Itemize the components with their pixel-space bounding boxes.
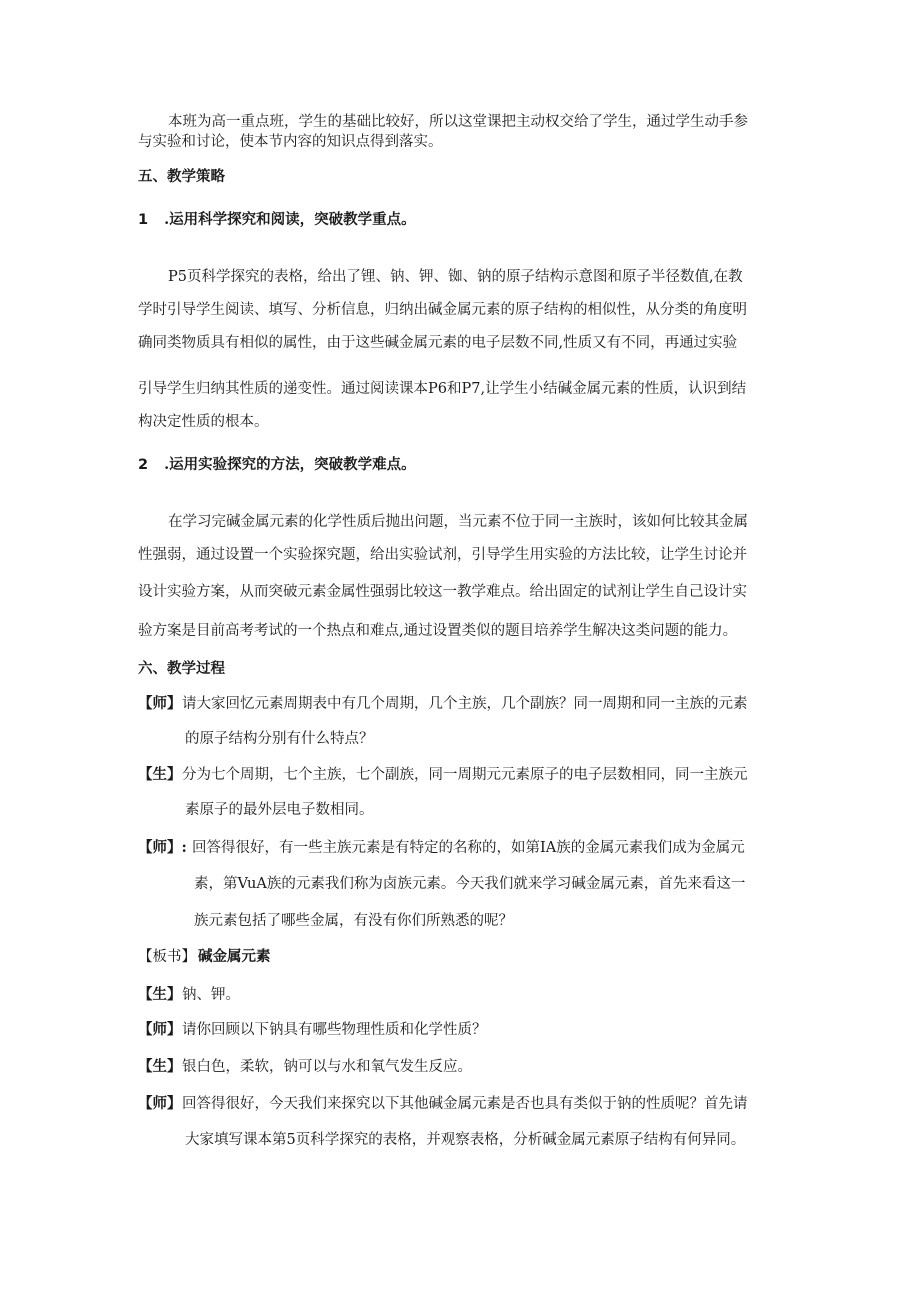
item-1-number: 1 xyxy=(138,212,149,228)
dialogue-line: 请大家回忆元素周期表中有几个周期，几个主族，几个副族？同一周期和同一主族的元素 xyxy=(182,696,748,712)
speaker-teacher: 【师】 xyxy=(138,695,182,712)
dialogue-line: 银白色，柔软，钠可以与水和氧气发生反应。 xyxy=(182,1059,472,1075)
board-title: 碱金属元素 xyxy=(198,948,271,965)
item-1-para-line-5: 构决定性质的根本。 xyxy=(138,414,269,430)
section-6-heading: 六、教学过程 xyxy=(138,660,225,677)
item-2-heading xyxy=(138,455,416,475)
speaker-board: 【板书】 xyxy=(138,949,196,965)
speaker-teacher: 【师】: xyxy=(138,839,187,856)
dialogue-line: 族元素包括了哪些金属，有没有你们所熟悉的呢？ xyxy=(194,913,513,929)
item-2-title: .运用实验探究的方法，突破教学难点。 xyxy=(164,456,416,473)
speaker-student: 【生】 xyxy=(138,766,182,783)
dialogue-line: 回答得很好，今天我们来探究以下其他碱金属元素是否也具有类似于钠的性质呢？首先请 xyxy=(182,1096,748,1112)
intro-line-2: 与实验和讨论，使本节内容的知识点得到落实。 xyxy=(138,134,443,150)
dialogue-line: 的原子结构分别有什么特点？ xyxy=(185,731,374,747)
item-2-para-line-4: 验方案是目前高考考试的一个热点和难点,通过设置类似的题目培养学生解决这类问题的能力。 xyxy=(138,623,738,639)
intro-line-1: 本班为高一重点班，学生的基础比较好，所以这堂课把主动权交给了学生，通过学生动手参 xyxy=(168,114,748,130)
speaker-student: 【生】 xyxy=(138,1058,182,1075)
item-1-title: .运用科学探究和阅读，突破教学重点。 xyxy=(164,211,416,228)
dialogue-line: 素原子的最外层电子数相同。 xyxy=(185,802,374,818)
item-1-para-line-3: 确同类物质具有相似的属性，由于这些碱金属元素的电子层数不同,性质又有不同，再通过实验 xyxy=(138,335,738,351)
item-2-para-line-1: 在学习完碱金属元素的化学性质后抛出问题，当元素不位于同一主族时，该如何比较其金属 xyxy=(168,514,748,530)
speaker-teacher: 【师】 xyxy=(138,1021,182,1038)
dialogue-line: 大家填写课本第5页科学探究的表格，并观察表格，分析碱金属元素原子结构有何异同。 xyxy=(185,1132,746,1148)
dialogue-line: 请你回顾以下钠具有哪些物理性质和化学性质？ xyxy=(182,1022,487,1038)
item-2-para-line-2: 性强弱，通过设置一个实验探究题，给出实验试剂，引导学生用实验的方法比较，让学生讨论并 xyxy=(138,547,747,563)
dialogue-line: 素，第VuA族的元素我们称为卤族元素。今天我们就来学习碱金属元素，首先来看这一 xyxy=(194,876,746,892)
item-1-para-line-1: P5页科学探究的表格，给出了锂、钠、钾、铷、钠的原子结构示意图和原子半径数值,在教 xyxy=(168,269,743,285)
speaker-student: 【生】 xyxy=(138,986,182,1003)
item-1-para-line-4: 引导学生归纳其性质的递变性。通过阅读课本P6和P7,让学生小结碱金属元素的性质，认识到结 xyxy=(138,381,747,397)
item-2-para-line-3: 设计实验方案，从而突破元素金属性强弱比较这一教学难点。给出固定的试剂让学生自己设计实 xyxy=(138,584,747,600)
dialogue-line: 分为七个周期，七个主族，七个副族，同一周期元元素原子的电子层数相同，同一主族元 xyxy=(182,767,748,783)
item-1-heading xyxy=(138,210,416,230)
speaker-teacher: 【师】 xyxy=(138,1095,182,1112)
dialogue-line: 回答得很好，有一些主族元素是有特定的名称的，如第IA族的金属元素我们成为金属元 xyxy=(192,840,745,856)
dialogue-line: 钠、钾。 xyxy=(182,987,240,1003)
section-5-heading: 五、教学策略 xyxy=(138,168,225,185)
item-2-number: 2 xyxy=(138,457,149,473)
item-1-para-line-2: 学时引导学生阅读、填写、分析信息，归纳出碱金属元素的原子结构的相似性，从分类的角度明 xyxy=(138,302,747,318)
